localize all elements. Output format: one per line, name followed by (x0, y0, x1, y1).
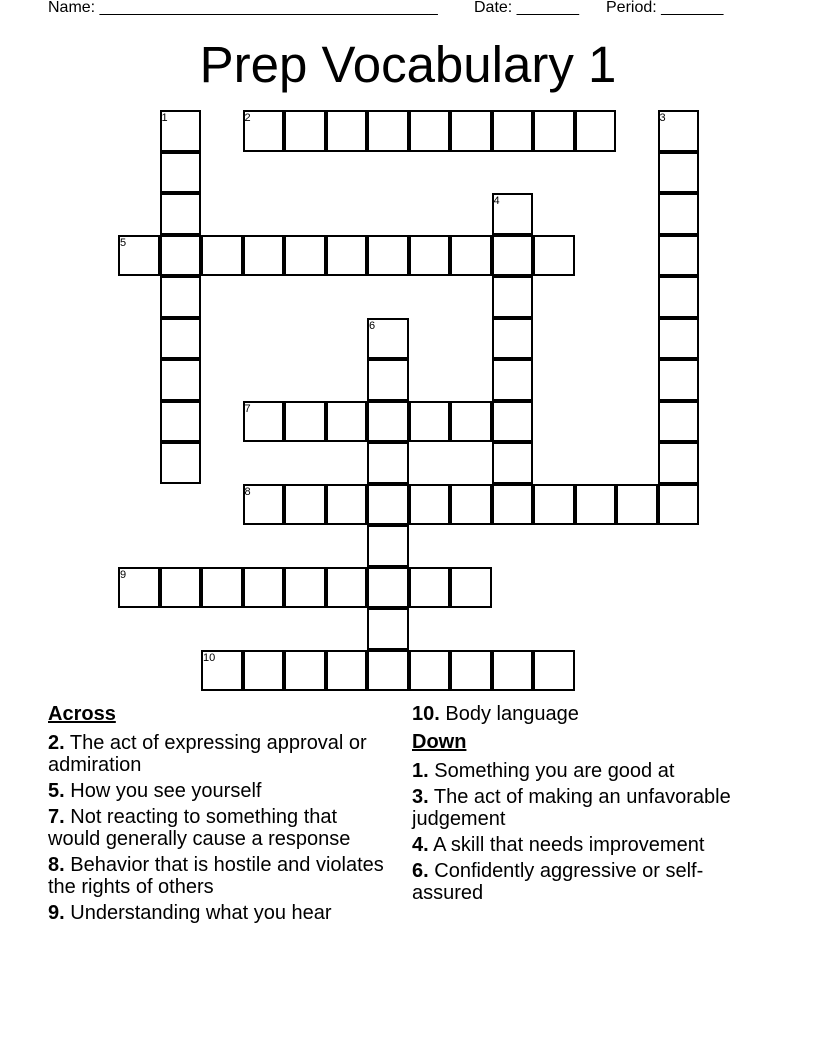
grid-cell[interactable] (284, 401, 326, 443)
across-clue: 2. The act of expressing approval or admiration (48, 732, 367, 776)
grid-cell[interactable] (492, 650, 534, 692)
grid-cell[interactable] (201, 235, 243, 277)
grid-cell[interactable] (658, 484, 700, 526)
grid-cell[interactable] (492, 484, 534, 526)
grid-cell[interactable] (367, 484, 409, 526)
grid-cell[interactable] (243, 650, 285, 692)
grid-cell[interactable] (160, 567, 202, 609)
name-label: Name: (48, 0, 96, 16)
clue-number: 5 (120, 236, 127, 249)
down-clue: 1. Something you are good at (412, 760, 675, 782)
clue-number: 9 (120, 568, 127, 581)
grid-cell[interactable] (326, 567, 368, 609)
down-clue: 6. Confidently aggressive or self-assured (412, 860, 704, 904)
grid-cell[interactable] (367, 650, 409, 692)
grid-cell[interactable] (326, 650, 368, 692)
down-clue: 3. The act of making an unfavorable judgement (412, 786, 731, 830)
down-clue: 4. A skill that needs improvement (412, 834, 705, 856)
clue-number: 8 (244, 485, 251, 498)
across-clue: 8. Behavior that is hostile and violates the rights of others (48, 854, 384, 898)
grid-cell[interactable] (367, 525, 409, 567)
grid-cell[interactable] (284, 110, 326, 152)
across-heading: Across (48, 703, 116, 725)
grid-cell[interactable] (450, 401, 492, 443)
clue-number: 6 (369, 319, 376, 332)
grid-cell[interactable] (492, 359, 534, 401)
grid-cell[interactable] (326, 401, 368, 443)
clue-number: 10 (203, 651, 216, 664)
grid-cell[interactable] (367, 359, 409, 401)
grid-cell[interactable] (450, 484, 492, 526)
grid-cell[interactable] (658, 276, 700, 318)
grid-cell[interactable] (367, 567, 409, 609)
grid-cell[interactable] (160, 276, 202, 318)
grid-cell[interactable] (367, 401, 409, 443)
grid-cell[interactable] (492, 276, 534, 318)
grid-cell[interactable] (450, 235, 492, 277)
across-clues (48, 703, 388, 928)
grid-cell[interactable] (326, 235, 368, 277)
down-clues (412, 731, 752, 908)
grid-cell[interactable] (450, 650, 492, 692)
grid-cell[interactable] (409, 650, 451, 692)
period-line: _______ (661, 0, 724, 16)
grid-cell[interactable] (284, 235, 326, 277)
grid-cell[interactable] (658, 401, 700, 443)
across-clue: 7. Not reacting to something that would generally cause a response (48, 806, 351, 850)
across-clue: 10. Body language (412, 703, 579, 725)
grid-cell[interactable] (658, 442, 700, 484)
date-line: _______ (516, 0, 579, 16)
grid-cell[interactable] (160, 235, 202, 277)
grid-cell[interactable] (160, 318, 202, 360)
period-label: Period: (606, 0, 657, 16)
across-clue: 5. How you see yourself (48, 780, 262, 802)
grid-cell[interactable] (409, 235, 451, 277)
clue-number: 2 (244, 112, 251, 124)
grid-cell[interactable] (492, 401, 534, 443)
grid-cell[interactable] (160, 359, 202, 401)
grid-cell[interactable] (533, 110, 575, 152)
grid-cell[interactable] (367, 608, 409, 650)
date-label: Date: (474, 0, 513, 16)
grid-cell[interactable] (658, 152, 700, 194)
grid-cell[interactable] (243, 235, 285, 277)
across-clue: 9. Understanding what you hear (48, 902, 332, 924)
grid-cell[interactable] (326, 484, 368, 526)
grid-cell[interactable] (658, 235, 700, 277)
grid-cell[interactable] (409, 484, 451, 526)
grid-cell[interactable] (575, 110, 617, 152)
grid-cell[interactable] (492, 110, 534, 152)
grid-cell[interactable] (201, 567, 243, 609)
grid-cell[interactable] (326, 110, 368, 152)
grid-cell[interactable] (160, 193, 202, 235)
grid-cell[interactable] (492, 442, 534, 484)
grid-cell[interactable] (533, 235, 575, 277)
grid-cell[interactable] (243, 567, 285, 609)
grid-cell[interactable] (533, 484, 575, 526)
grid-cell[interactable] (160, 401, 202, 443)
grid-cell[interactable] (367, 235, 409, 277)
clue-number: 1 (161, 112, 168, 124)
clue-number: 4 (493, 195, 500, 207)
grid-cell[interactable] (533, 650, 575, 692)
grid-cell[interactable] (658, 359, 700, 401)
grid-cell[interactable] (616, 484, 658, 526)
grid-cell[interactable] (492, 318, 534, 360)
grid-cell[interactable] (492, 235, 534, 277)
grid-cell[interactable] (658, 193, 700, 235)
grid-cell[interactable] (409, 110, 451, 152)
down-heading: Down (412, 731, 467, 753)
grid-cell[interactable] (284, 484, 326, 526)
grid-cell[interactable] (658, 318, 700, 360)
name-line: ______________________________________ (99, 0, 438, 16)
grid-cell[interactable] (160, 442, 202, 484)
clue-number: 7 (244, 402, 251, 415)
clue-number: 3 (659, 112, 666, 124)
grid-cell[interactable] (160, 152, 202, 194)
grid-cell[interactable] (367, 110, 409, 152)
grid-cell[interactable] (575, 484, 617, 526)
grid-cell[interactable] (409, 401, 451, 443)
page-title: Prep Vocabulary 1 (199, 36, 617, 93)
grid-cell[interactable] (284, 650, 326, 692)
grid-cell[interactable] (450, 110, 492, 152)
grid-cell[interactable] (409, 567, 451, 609)
grid-cell[interactable] (367, 442, 409, 484)
grid-cell[interactable] (450, 567, 492, 609)
grid-cell[interactable] (284, 567, 326, 609)
